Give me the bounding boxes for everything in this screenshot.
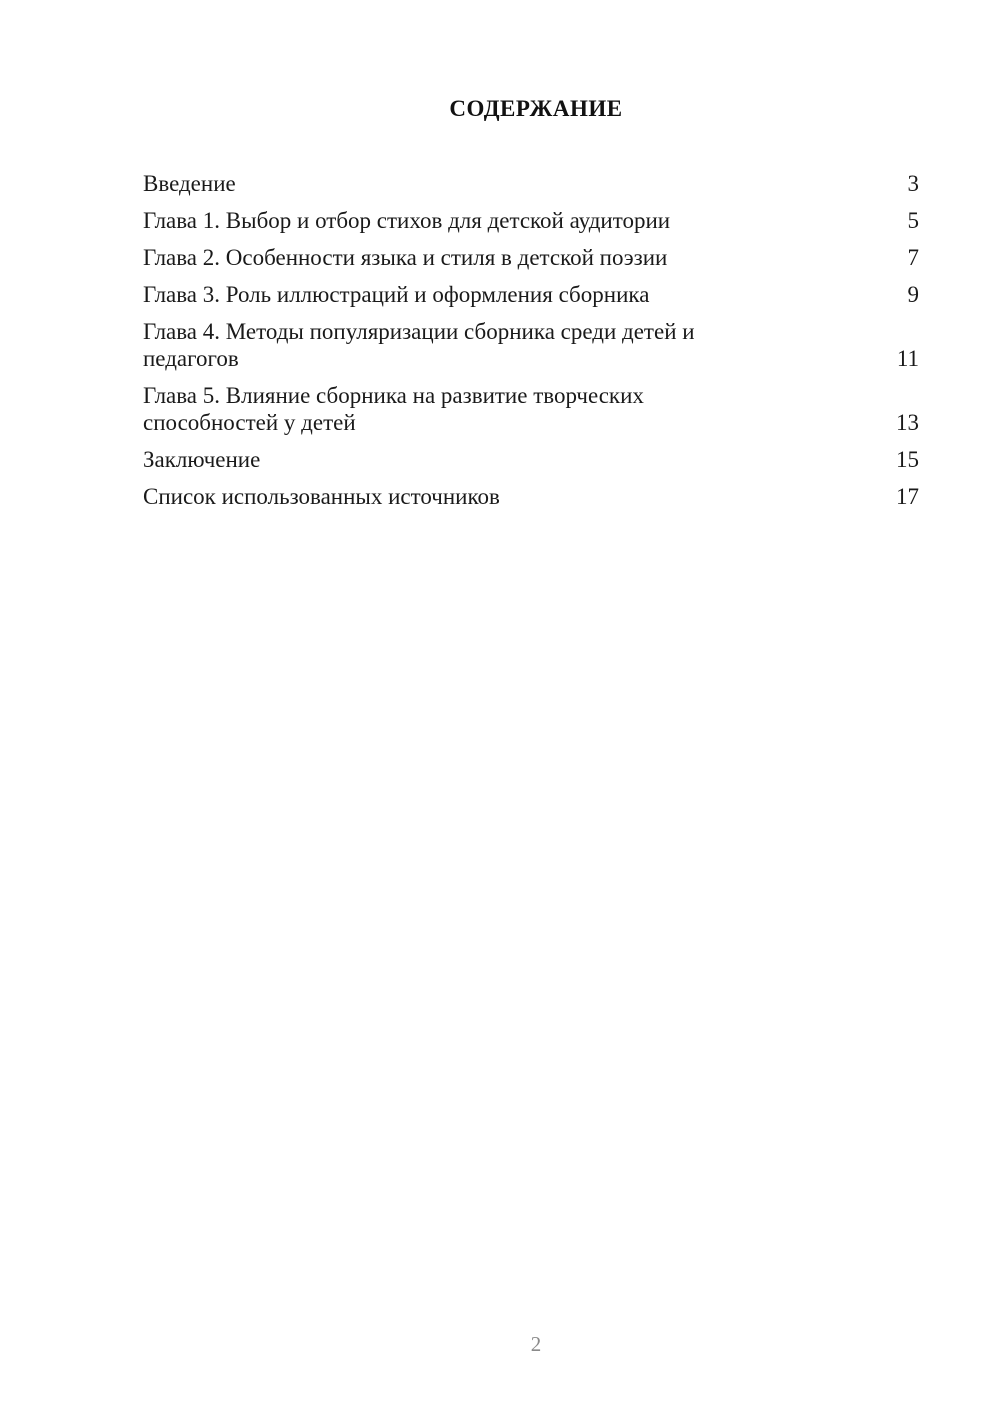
toc-entry-page: 17 bbox=[896, 484, 919, 509]
page-title: СОДЕРЖАНИЕ bbox=[449, 96, 623, 121]
toc-entry-label: Введение bbox=[143, 171, 236, 196]
toc-entry-label: Глава 1. Выбор и отбор стихов для детской аудитории bbox=[143, 208, 671, 233]
toc-entry-label: Глава 4. Методы популяризации сборника среди детей и педагогов bbox=[143, 319, 695, 371]
toc-entry-label: Глава 5. Влияние сборника на развитие творческих способностей у детей bbox=[143, 383, 644, 435]
toc-entry-chapter-5[interactable] bbox=[143, 382, 919, 436]
toc-entry-conclusion[interactable] bbox=[143, 446, 919, 473]
toc-entry-label: Список использованных источников bbox=[143, 484, 500, 509]
toc-entry-label: Глава 3. Роль иллюстраций и оформления сборника bbox=[143, 282, 650, 307]
toc-entry-introduction[interactable] bbox=[143, 170, 919, 197]
toc-entry-page: 5 bbox=[907, 208, 919, 233]
toc-entry-chapter-3[interactable] bbox=[143, 281, 919, 308]
page-number: 2 bbox=[530, 1332, 542, 1356]
toc-entry-label: Заключение bbox=[143, 447, 261, 472]
toc-entry-label: Глава 2. Особенности языка и стиля в детской поэзии bbox=[143, 245, 668, 270]
toc-entry-chapter-1[interactable] bbox=[143, 207, 919, 234]
toc-entry-chapter-2[interactable] bbox=[143, 244, 919, 271]
toc-entry-references[interactable] bbox=[143, 483, 919, 510]
toc-entry-page: 11 bbox=[896, 346, 919, 371]
table-of-contents bbox=[143, 170, 919, 520]
toc-entry-page: 7 bbox=[907, 245, 919, 270]
toc-entry-chapter-4[interactable] bbox=[143, 318, 919, 372]
toc-entry-page: 13 bbox=[896, 410, 919, 435]
toc-entry-page: 15 bbox=[896, 447, 919, 472]
toc-entry-page: 3 bbox=[907, 171, 919, 196]
toc-entry-page: 9 bbox=[907, 282, 919, 307]
